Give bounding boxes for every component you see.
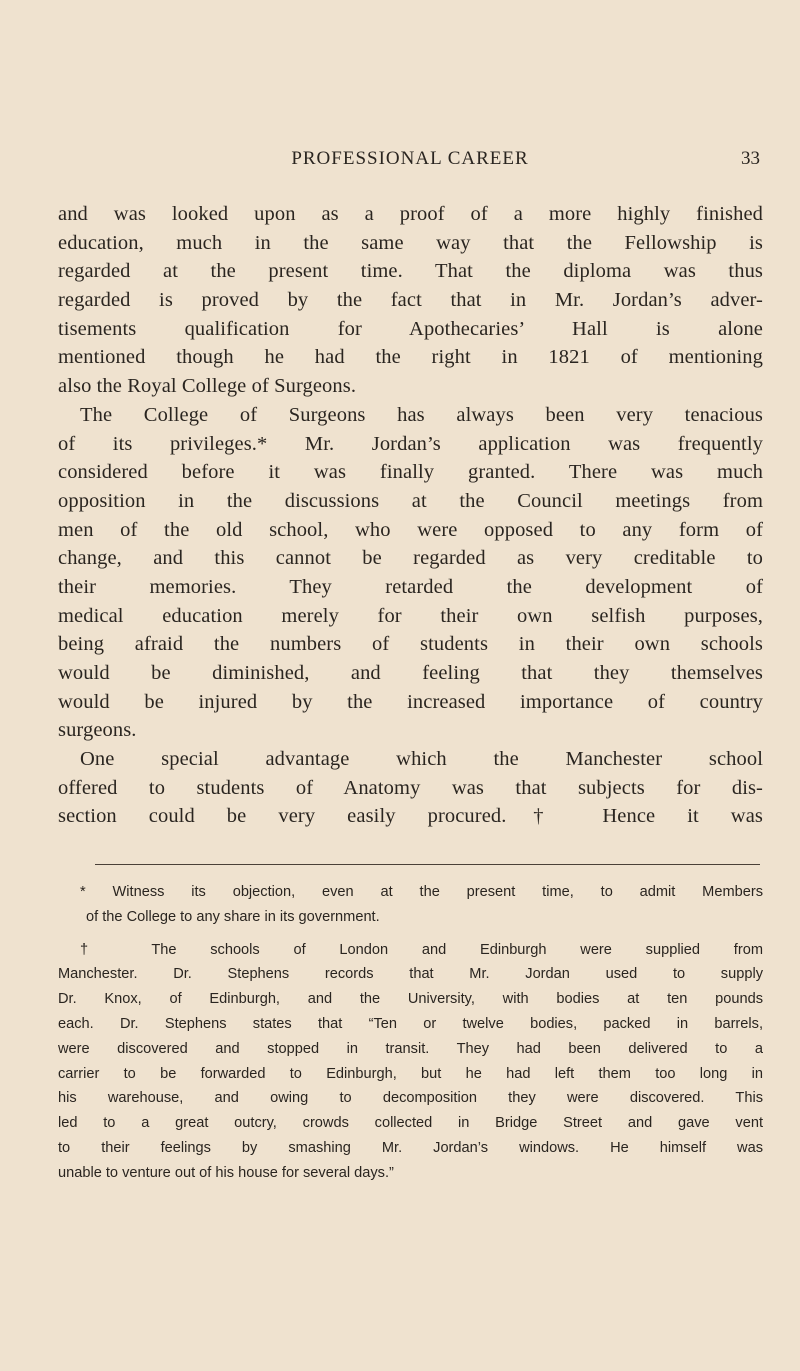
text-line: education, much in the same way that the Fellowship is xyxy=(58,231,763,254)
text-line: considered before it was finally granted. There was much xyxy=(58,461,763,484)
footnote-line: Dr. Knox, of Edinburgh, and the University, with bodies at ten pounds xyxy=(58,991,763,1008)
footnote-line: of the College to any share in its government. xyxy=(86,908,380,925)
text-line: opposition in the discussions at the Council meetings from xyxy=(58,489,763,512)
footnotes xyxy=(58,880,763,1186)
footnote-line: led to a great outcry, crowds collected in Bridge Street and gave vent xyxy=(58,1115,763,1132)
footnote-1 xyxy=(58,880,763,930)
footnote-line: * Witness its objection, even at the present time, to admit Members xyxy=(80,884,763,900)
text-line: regarded at the present time. That the diploma was thus xyxy=(58,260,763,283)
footnote-line: Manchester. Dr. Stephens records that Mr. Jordan used to supply xyxy=(58,966,763,983)
footnote-line: his warehouse, and owing to decomposition they were discovered. This xyxy=(58,1090,763,1107)
text-line: section could be very easily procured.† Hence it was xyxy=(58,805,763,828)
text-line: One special advantage which the Manchester school xyxy=(80,748,763,771)
text-line: of its privileges.* Mr. Jordan’s application was frequently xyxy=(58,432,763,455)
text-line: surgeons. xyxy=(58,719,137,742)
text-line: change, and this cannot be regarded as very creditable to xyxy=(58,547,763,570)
footnote-line: were discovered and stopped in transit. They had been delivered to a xyxy=(58,1040,763,1057)
text-line: mentioned though he had the right in 1821 of mentioning xyxy=(58,346,763,369)
footnote-divider xyxy=(95,864,760,865)
running-head: PROFESSIONAL CAREER xyxy=(291,148,529,169)
footnote-line: carrier to be forwarded to Edinburgh, but he had left them too long in xyxy=(58,1065,763,1082)
text-line: medical education merely for their own selfish purposes, xyxy=(58,604,763,627)
page-number: 33 xyxy=(741,148,760,169)
footnote-line: unable to venture out of his house for several days.” xyxy=(58,1164,394,1181)
text-line: their memories. They retarded the development of xyxy=(58,575,763,598)
text-line: regarded is proved by the fact that in Mr. Jordan’s adver- xyxy=(58,289,763,312)
page-header xyxy=(60,148,760,174)
text-line: tisements qualification for Apothecaries’ Hall is alone xyxy=(58,317,763,340)
text-line: and was looked upon as a proof of a more highly finished xyxy=(58,203,763,225)
body-text xyxy=(58,200,763,831)
footnote-line: † The schools of London and Edinburgh were supplied from xyxy=(80,941,763,958)
text-line: men of the old school, who were opposed to any form of xyxy=(58,518,763,541)
text-line: would be injured by the increased importance of country xyxy=(58,690,763,713)
text-line: being afraid the numbers of students in their own schools xyxy=(58,633,763,656)
footnote-line: each. Dr. Stephens states that “Ten or twelve bodies, packed in barrels, xyxy=(58,1015,763,1032)
text-line: also the Royal College of Surgeons. xyxy=(58,375,357,398)
text-line: would be diminished, and feeling that they themselves xyxy=(58,662,763,684)
footnote-line: to their feelings by smashing Mr. Jordan’s windows. He himself was xyxy=(58,1139,763,1156)
footnote-2 xyxy=(58,938,763,1186)
text-line: The College of Surgeons has always been very tenacious xyxy=(80,403,763,426)
text-line: offered to students of Anatomy was that subjects for dis- xyxy=(58,776,763,799)
